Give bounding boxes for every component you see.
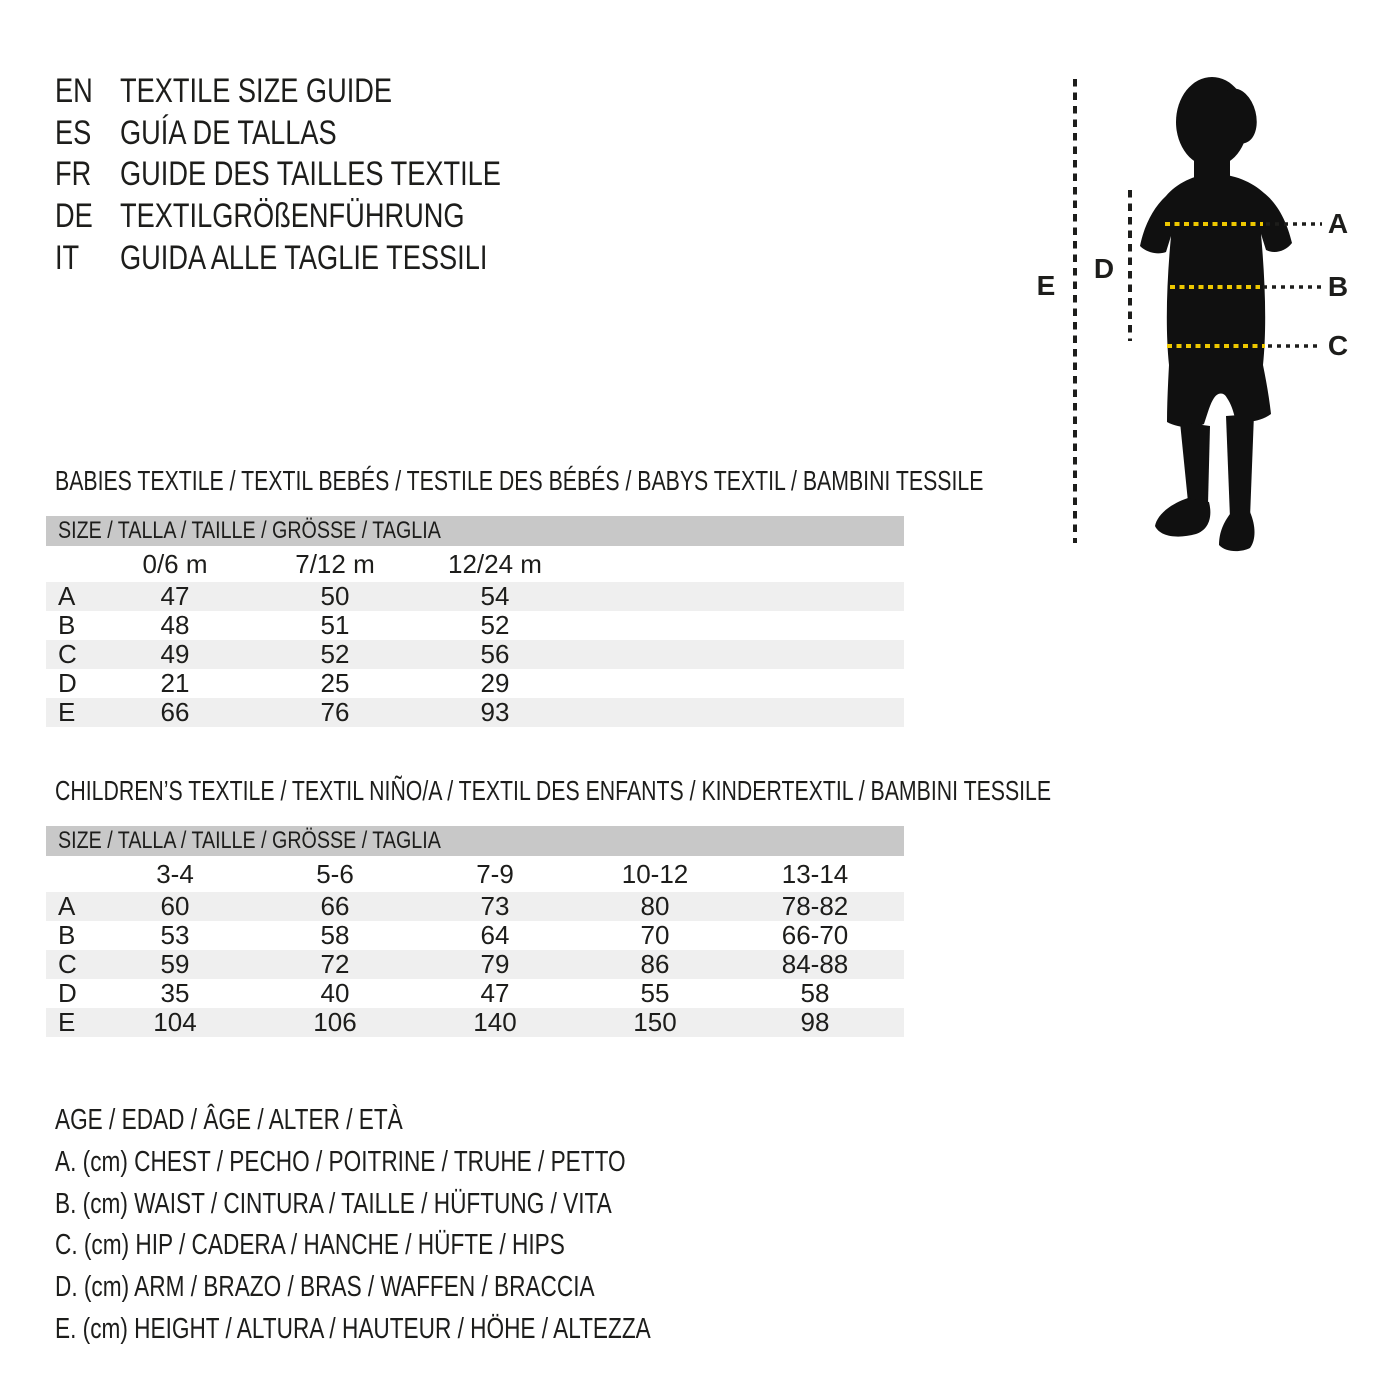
- silhouette-right-leg: [1226, 414, 1254, 518]
- language-row-es: [55, 113, 596, 155]
- language-row-de: [55, 196, 596, 238]
- children-size-header-bar: [46, 826, 904, 856]
- table-row: D 21 25 29: [46, 669, 904, 698]
- children-col-10-12: 10-12: [621, 858, 689, 889]
- silhouette-right-shoe: [1219, 512, 1255, 551]
- language-row-en: [55, 71, 596, 113]
- language-row-fr: [55, 154, 596, 196]
- row-label: D: [58, 978, 77, 1008]
- row-label: B: [58, 920, 76, 950]
- language-code-de: DE: [55, 197, 93, 236]
- language-code-es: ES: [55, 113, 92, 152]
- row-label: C: [58, 949, 77, 979]
- measurement-legend: [55, 1100, 819, 1350]
- babies-size-table: [46, 516, 904, 727]
- table-row: C 59 72 79 86 84-88: [46, 950, 904, 979]
- language-code-en: EN: [55, 72, 93, 111]
- children-section-heading: CHILDREN’S TEXTILE / TEXTIL NIÑO/A / TEXTIL DES ENFANTS / KINDERTEXTIL / BAMBINI TESSILE: [55, 775, 1052, 806]
- table-row: E 104 106 140 150 98: [46, 1008, 904, 1037]
- language-title-fr: GUIDE DES TAILLES TEXTILE: [120, 155, 501, 194]
- row-label: C: [58, 639, 77, 669]
- legend-chest-line: A. (cm) CHEST / PECHO / POITRINE / TRUHE / PETTO: [55, 1146, 626, 1179]
- babies-col-12-24m: 12/24 m: [448, 548, 542, 579]
- figure-label-d: D: [1093, 253, 1115, 284]
- language-title-it: GUIDA ALLE TAGLIE TESSILI: [120, 238, 488, 277]
- language-code-it: IT: [55, 238, 80, 277]
- row-label: E: [58, 1007, 76, 1037]
- language-row-it: [55, 237, 596, 279]
- babies-col-0-6m: 0/6 m: [142, 548, 208, 579]
- language-title-es: GUÍA DE TALLAS: [120, 113, 337, 152]
- language-title-en: TEXTILE SIZE GUIDE: [120, 72, 393, 111]
- children-col-13-14: 13-14: [781, 858, 849, 889]
- children-col-3-4: 3-4: [156, 858, 194, 889]
- children-col-5-6: 5-6: [316, 858, 354, 889]
- babies-col-7-12m: 7/12 m: [295, 548, 375, 579]
- row-label: A: [58, 891, 76, 921]
- table-row: B 48 51 52: [46, 611, 904, 640]
- silhouette-shirt: [1140, 174, 1292, 365]
- figure-label-e: E: [1036, 270, 1056, 301]
- table-row: A 47 50 54: [46, 582, 904, 611]
- language-title-de: TEXTILGRÖßENFÜHRUNG: [120, 197, 465, 236]
- figure-label-b: B: [1327, 271, 1349, 302]
- row-label: A: [58, 581, 76, 611]
- row-label: B: [58, 610, 76, 640]
- table-row: D 35 40 47 55 58: [46, 979, 904, 1008]
- legend-height-line: E. (cm) HEIGHT / ALTURA / HAUTEUR / HÖHE / ALTEZZA: [55, 1312, 651, 1345]
- table-row: A 60 66 73 80 78-82: [46, 892, 904, 921]
- legend-hip-line: C. (cm) HIP / CADERA / HANCHE / HÜFTE / HIPS: [55, 1229, 565, 1262]
- babies-size-header-bar: [46, 516, 904, 546]
- figure-label-a: A: [1327, 208, 1349, 239]
- table-row: C 49 52 56: [46, 640, 904, 669]
- children-size-table: [46, 826, 904, 1037]
- table-row: E 66 76 93: [46, 698, 904, 727]
- babies-section-heading: BABIES TEXTILE / TEXTIL BEBÉS / TESTILE DES BÉBÉS / BABYS TEXTIL / BAMBINI TESSILE: [55, 465, 984, 496]
- language-code-fr: FR: [55, 155, 92, 194]
- silhouette-left-shoe: [1155, 498, 1210, 537]
- legend-age-line: AGE / EDAD / ÂGE / ALTER / ETÀ: [55, 1104, 403, 1137]
- children-size-header-label: SIZE / TALLA / TAILLE / GRÖSSE / TAGLIA: [58, 827, 441, 854]
- figure-label-c: C: [1327, 330, 1349, 361]
- babies-size-header-label: SIZE / TALLA / TAILLE / GRÖSSE / TAGLIA: [58, 517, 441, 544]
- legend-arm-line: D. (cm) ARM / BRAZO / BRAS / WAFFEN / BRACCIA: [55, 1271, 595, 1304]
- table-row: B 53 58 64 70 66-70: [46, 921, 904, 950]
- row-label: E: [58, 697, 76, 727]
- children-column-headers: [46, 856, 904, 892]
- babies-column-headers: [46, 546, 904, 582]
- children-col-7-9: 7-9: [476, 858, 514, 889]
- language-title-list: [55, 71, 596, 279]
- silhouette-shorts: [1167, 365, 1271, 427]
- row-label: D: [58, 668, 77, 698]
- legend-waist-line: B. (cm) WAIST / CINTURA / TAILLE / HÜFTUNG / VITA: [55, 1187, 612, 1220]
